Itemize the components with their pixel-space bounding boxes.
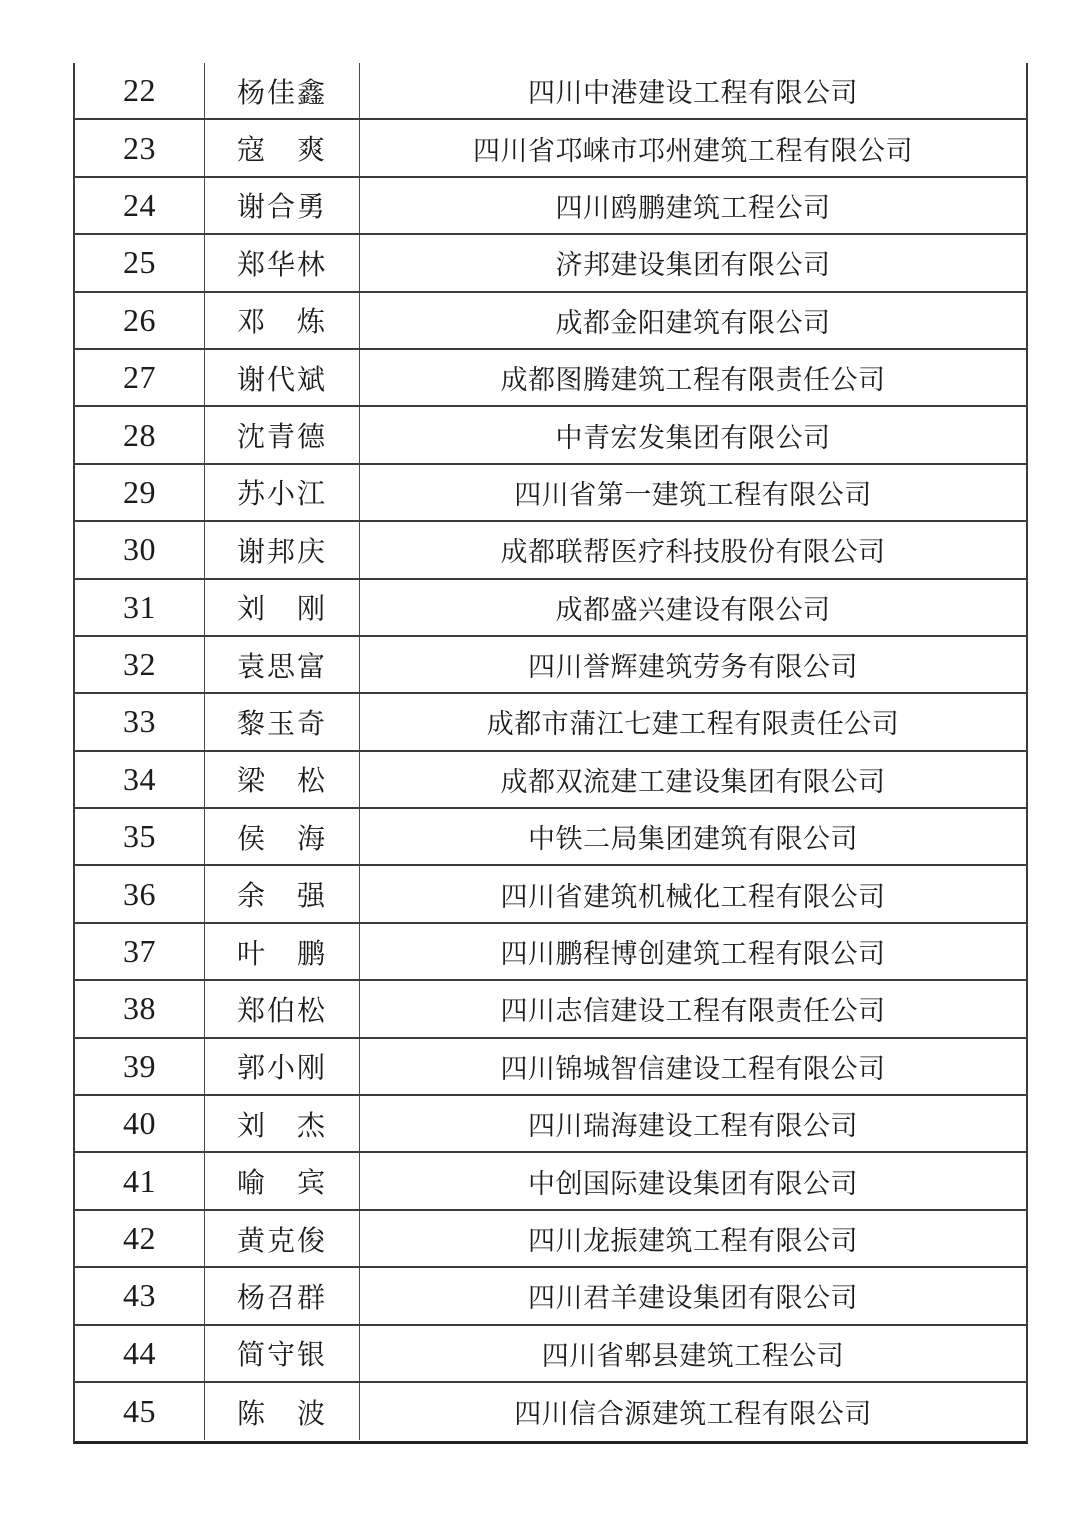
person-name: 梁 松 xyxy=(205,752,360,807)
company-name: 成都金阳建筑有限公司 xyxy=(555,307,831,338)
person-name: 杨佳鑫 xyxy=(205,63,360,118)
person-name: 谢代斌 xyxy=(205,350,360,405)
person-name: 杨召群 xyxy=(205,1268,360,1323)
row-number: 34 xyxy=(75,752,205,807)
row-number: 26 xyxy=(75,293,205,348)
row-number: 22 xyxy=(75,63,205,118)
company-name: 四川中港建设工程有限公司 xyxy=(528,78,858,109)
person-name: 叶 鹏 xyxy=(205,924,360,979)
table-row xyxy=(75,63,1026,120)
row-number: 35 xyxy=(75,809,205,864)
row-number: 31 xyxy=(75,580,205,635)
table-row xyxy=(75,694,1026,751)
table-row xyxy=(75,293,1026,350)
row-number: 36 xyxy=(75,866,205,921)
table-row xyxy=(75,1383,1026,1440)
table-row xyxy=(75,637,1026,694)
company-name: 四川省建筑机械化工程有限公司 xyxy=(500,881,886,912)
person-name: 郑华林 xyxy=(205,235,360,290)
table-row xyxy=(75,981,1026,1038)
row-number: 45 xyxy=(75,1383,205,1440)
company-name: 四川誉辉建筑劳务有限公司 xyxy=(528,652,858,683)
row-number: 39 xyxy=(75,1039,205,1094)
company-name: 济邦建设集团有限公司 xyxy=(555,250,831,281)
row-number: 33 xyxy=(75,694,205,749)
person-name: 侯 海 xyxy=(205,809,360,864)
person-name: 寇 爽 xyxy=(205,120,360,175)
row-number: 43 xyxy=(75,1268,205,1323)
table-row xyxy=(75,1096,1026,1153)
row-number: 44 xyxy=(75,1326,205,1381)
company-name: 中创国际建设集团有限公司 xyxy=(528,1168,858,1199)
person-name: 黎玉奇 xyxy=(205,694,360,749)
company-name: 四川省邛崃市邛州建筑工程有限公司 xyxy=(473,135,913,166)
table-row xyxy=(75,924,1026,981)
company-name: 四川省郫县建筑工程公司 xyxy=(541,1340,845,1371)
table-row xyxy=(75,752,1026,809)
person-name: 简守银 xyxy=(205,1326,360,1381)
company-name: 四川信合源建筑工程有限公司 xyxy=(514,1399,872,1430)
row-number: 29 xyxy=(75,465,205,520)
table-row xyxy=(75,350,1026,407)
table-row xyxy=(75,1153,1026,1210)
person-name: 黄克俊 xyxy=(205,1211,360,1266)
person-name: 郭小刚 xyxy=(205,1039,360,1094)
company-name: 四川龙振建筑工程有限公司 xyxy=(528,1226,858,1256)
company-name: 四川鸥鹏建筑工程公司 xyxy=(555,192,831,223)
row-number: 37 xyxy=(75,924,205,979)
row-number: 32 xyxy=(75,637,205,692)
roster-table xyxy=(73,63,1028,1444)
person-name: 喻 宾 xyxy=(205,1153,360,1208)
company-name: 四川瑞海建设工程有限公司 xyxy=(528,1111,858,1142)
company-name: 成都双流建工建设集团有限公司 xyxy=(500,766,886,797)
company-name: 成都联帮医疗科技股份有限公司 xyxy=(500,537,886,568)
row-number: 24 xyxy=(75,178,205,233)
person-name: 刘 杰 xyxy=(205,1096,360,1151)
person-name: 刘 刚 xyxy=(205,580,360,635)
table-row xyxy=(75,120,1026,177)
table-row xyxy=(75,580,1026,637)
company-name: 成都图腾建筑工程有限责任公司 xyxy=(500,365,886,396)
table-row xyxy=(75,1326,1026,1383)
person-name: 沈青德 xyxy=(205,407,360,462)
table-row xyxy=(75,235,1026,292)
company-name: 成都盛兴建设有限公司 xyxy=(555,594,831,625)
table-row xyxy=(75,178,1026,235)
company-name: 四川锦城智信建设工程有限公司 xyxy=(500,1053,886,1084)
row-number: 23 xyxy=(75,120,205,175)
person-name: 谢邦庆 xyxy=(205,522,360,577)
person-name: 余 强 xyxy=(205,866,360,921)
row-number: 41 xyxy=(75,1153,205,1208)
person-name: 袁思富 xyxy=(205,637,360,692)
row-number: 27 xyxy=(75,350,205,405)
person-name: 郑伯松 xyxy=(205,981,360,1036)
table-row xyxy=(75,809,1026,866)
row-number: 30 xyxy=(75,522,205,577)
company-name: 四川君羊建设集团有限公司 xyxy=(528,1283,858,1314)
person-name: 苏小江 xyxy=(205,465,360,520)
row-number: 42 xyxy=(75,1211,205,1266)
person-name: 陈 波 xyxy=(205,1383,360,1440)
table-row xyxy=(75,1039,1026,1096)
row-number: 38 xyxy=(75,981,205,1036)
row-number: 40 xyxy=(75,1096,205,1151)
table-row xyxy=(75,465,1026,522)
company-name: 四川省第一建筑工程有限公司 xyxy=(514,479,872,510)
person-name: 谢合勇 xyxy=(205,178,360,233)
table-row xyxy=(75,1211,1026,1268)
company-name: 四川鹏程博创建筑工程有限公司 xyxy=(500,939,886,970)
company-name: 中铁二局集团建筑有限公司 xyxy=(528,824,858,855)
table-row xyxy=(75,866,1026,923)
row-number: 25 xyxy=(75,235,205,290)
company-name: 中青宏发集团有限公司 xyxy=(555,422,831,453)
company-name: 四川志信建设工程有限责任公司 xyxy=(500,996,886,1027)
table-row xyxy=(75,407,1026,464)
table-row xyxy=(75,1268,1026,1325)
table-row xyxy=(75,522,1026,579)
person-name: 邓 炼 xyxy=(205,293,360,348)
row-number: 28 xyxy=(75,407,205,462)
company-name: 成都市蒲江七建工程有限责任公司 xyxy=(486,709,900,740)
